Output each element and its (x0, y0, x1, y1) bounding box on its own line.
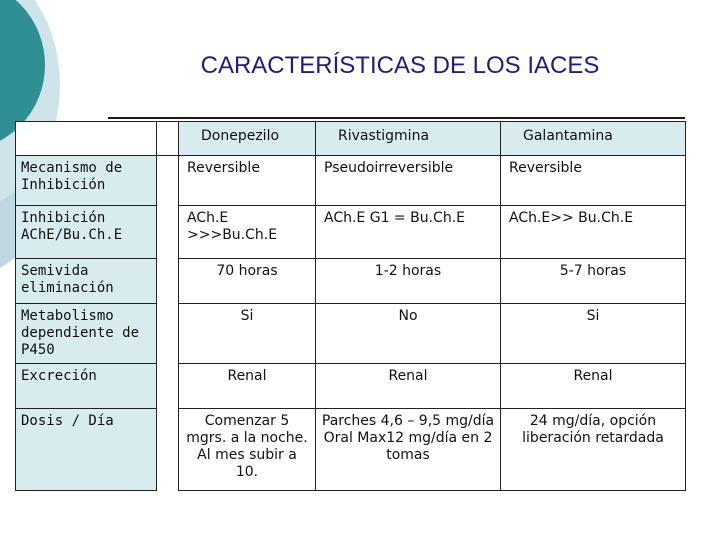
table-cell: Reversible (501, 156, 686, 206)
table-cell: Reversible (179, 156, 316, 206)
header-corner (16, 122, 157, 156)
table-row (16, 409, 686, 491)
slide-title: CARACTERÍSTICAS DE LOS IACES (200, 52, 600, 79)
header-row (16, 122, 686, 156)
table-cell: Renal (501, 364, 686, 409)
header-gap (157, 122, 179, 156)
row-label: Metabolismo dependiente de P450 (16, 304, 157, 364)
table-cell: ACh.E G1 = Bu.Ch.E (316, 206, 501, 259)
table-cell: Parches 4,6 – 9,5 mg/día Oral Max12 mg/día en 2 tomas (316, 409, 501, 491)
row-label: Mecanismo de Inhibición (16, 156, 157, 206)
table-row (16, 259, 686, 304)
col-header-rivastigmina: Rivastigmina (316, 122, 501, 156)
row-gap (157, 156, 179, 206)
table-cell: 24 mg/día, opción liberación retardada (501, 409, 686, 491)
table-cell: ACh.E >>>Bu.Ch.E (179, 206, 316, 259)
table-row (16, 156, 686, 206)
table-cell: Comenzar 5 mgrs. a la noche. Al mes subir a 10. (179, 409, 316, 491)
row-gap (157, 259, 179, 304)
table-cell: Si (179, 304, 316, 364)
col-header-galantamina: Galantamina (501, 122, 686, 156)
table-cell: Renal (179, 364, 316, 409)
table-cell: Pseudoirreversible (316, 156, 501, 206)
row-label: Dosis / Día (16, 409, 157, 491)
row-gap (157, 206, 179, 259)
comparison-table (15, 121, 686, 491)
row-gap (157, 304, 179, 364)
table-cell: Renal (316, 364, 501, 409)
table-cell: 5-7 horas (501, 259, 686, 304)
row-label: Semivida eliminación (16, 259, 157, 304)
col-header-donepezilo: Donepezilo (179, 122, 316, 156)
table-row (16, 206, 686, 259)
table-cell: 1-2 horas (316, 259, 501, 304)
table-cell: 70 horas (179, 259, 316, 304)
table-cell: Si (501, 304, 686, 364)
row-label: Excreción (16, 364, 157, 409)
row-gap (157, 364, 179, 409)
table-cell: No (316, 304, 501, 364)
row-label: Inhibición AChE/Bu.Ch.E (16, 206, 157, 259)
title-rule (108, 117, 685, 119)
table-row (16, 304, 686, 364)
table-row (16, 364, 686, 409)
table-cell: ACh.E>> Bu.Ch.E (501, 206, 686, 259)
row-gap (157, 409, 179, 491)
